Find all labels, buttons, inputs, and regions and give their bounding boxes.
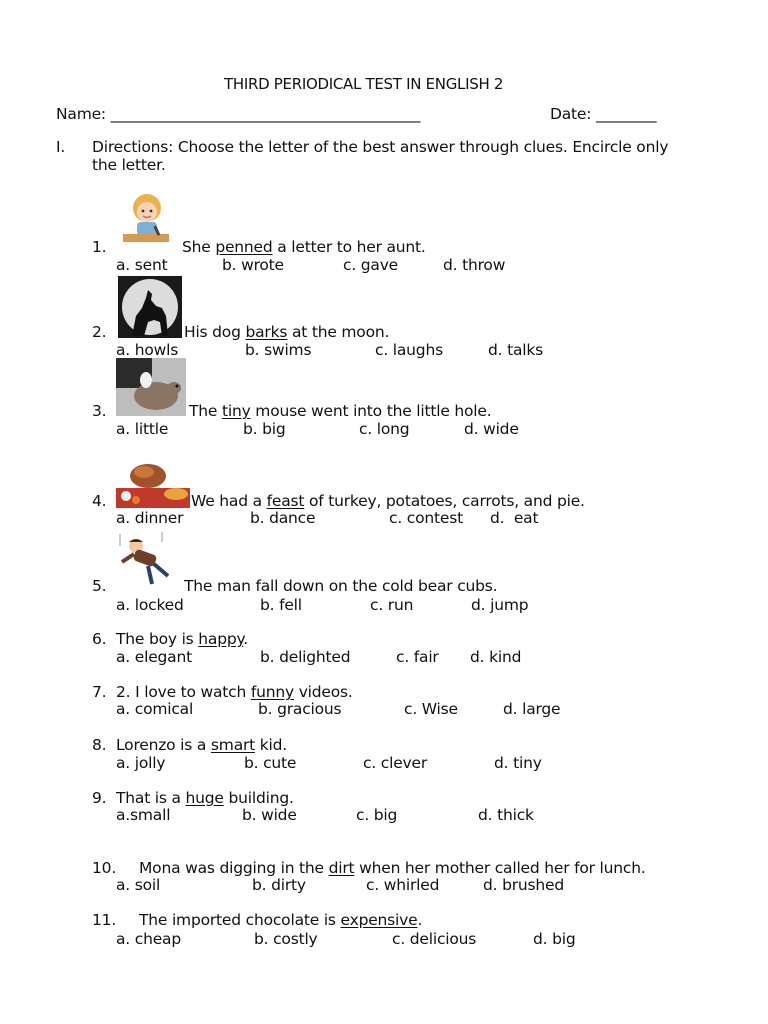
- answer-choice-d[interactable]: d. talks: [488, 341, 544, 359]
- question-text: [191, 492, 585, 510]
- answer-choice-d[interactable]: d. jump: [471, 596, 529, 614]
- underlined-word: barks: [245, 323, 288, 341]
- answer-choice-c[interactable]: c. whirled: [366, 876, 440, 894]
- question-number: 7.: [92, 683, 107, 701]
- answer-choice-a[interactable]: a. elegant: [116, 648, 192, 666]
- question-number: 4.: [92, 492, 107, 510]
- question-text-post: .: [243, 630, 248, 648]
- question-text: [116, 789, 294, 807]
- mouse-picture: [116, 358, 186, 416]
- answer-choice-b[interactable]: b. cute: [244, 754, 297, 772]
- answer-choice-a[interactable]: a.small: [116, 806, 171, 824]
- answer-choice-a[interactable]: a. locked: [116, 596, 184, 614]
- question-number: 1.: [92, 238, 107, 256]
- question-text: [116, 683, 353, 701]
- answer-choice-d[interactable]: d. wide: [464, 420, 519, 438]
- question-number: 8.: [92, 736, 107, 754]
- turkey-feast-picture: [116, 456, 190, 508]
- answer-choice-a[interactable]: a. dinner: [116, 509, 184, 527]
- answer-choice-a[interactable]: a. jolly: [116, 754, 166, 772]
- answer-choice-c[interactable]: c. gave: [343, 256, 399, 274]
- question-text: [139, 911, 422, 929]
- directions-line-2: the letter.: [92, 156, 166, 174]
- answer-choice-a[interactable]: a. sent: [116, 256, 168, 274]
- name-field: Name: _________________________________________: [56, 105, 421, 123]
- answer-choice-b[interactable]: b. delighted: [260, 648, 351, 666]
- underlined-word: tiny: [221, 402, 251, 420]
- question-text: [116, 736, 287, 754]
- answer-choice-c[interactable]: c. fair: [396, 648, 439, 666]
- date-field: Date: ________: [550, 105, 657, 123]
- answer-choice-c[interactable]: c. laughs: [375, 341, 443, 359]
- underlined-word: expensive: [340, 911, 418, 929]
- answer-choice-c[interactable]: c. contest: [389, 509, 463, 527]
- man-falling-picture: [114, 532, 180, 588]
- underlined-word: happy: [198, 630, 244, 648]
- question-text-post: .: [417, 911, 423, 929]
- answer-choice-d[interactable]: d. thick: [478, 806, 534, 824]
- question-number: 10.: [92, 859, 117, 877]
- answer-choice-c[interactable]: c. long: [359, 420, 410, 438]
- question-number: 2.: [92, 323, 107, 341]
- question-text-pre: His dog: [184, 323, 246, 341]
- answer-choice-b[interactable]: b. gracious: [258, 700, 342, 718]
- question-text: [116, 630, 248, 648]
- underlined-word: funny: [250, 683, 294, 701]
- wolf-howling-moon-picture: [118, 276, 182, 338]
- answer-choice-b[interactable]: b. wrote: [222, 256, 284, 274]
- answer-choice-b[interactable]: b. costly: [254, 930, 318, 948]
- question-number: 5.: [92, 577, 107, 595]
- question-text-pre: The boy is: [116, 630, 199, 648]
- directions-line-1: Directions: Choose the letter of the best answer through clues. Encircle only: [92, 138, 669, 156]
- answer-choice-a[interactable]: a. howls: [116, 341, 179, 359]
- question-text-post: building.: [223, 789, 294, 807]
- question-text-post: mouse went into the little hole.: [250, 402, 492, 420]
- underlined-word: penned: [215, 238, 273, 256]
- answer-choice-b[interactable]: b. fell: [260, 596, 302, 614]
- answer-choice-c[interactable]: c. clever: [363, 754, 428, 772]
- answer-choice-d[interactable]: d. throw: [443, 256, 506, 274]
- question-text-pre: We had a: [191, 492, 267, 510]
- answer-choice-d[interactable]: d. large: [503, 700, 561, 718]
- question-text-post: kid.: [255, 736, 288, 754]
- question-text-post: a letter to her aunt.: [272, 238, 426, 256]
- question-text-pre: The man fall down on the cold bear cubs.: [184, 577, 498, 595]
- answer-choice-d[interactable]: d. eat: [490, 509, 539, 527]
- underlined-word: huge: [185, 789, 224, 807]
- answer-choice-d[interactable]: d. tiny: [494, 754, 542, 772]
- question-text-post: of turkey, potatoes, carrots, and pie.: [304, 492, 585, 510]
- question-text-post: when her mother called her for lunch.: [354, 859, 646, 877]
- answer-choice-a[interactable]: a. little: [116, 420, 169, 438]
- question-text: [184, 323, 389, 341]
- question-text-post: videos.: [293, 683, 353, 701]
- question-number: 9.: [92, 789, 107, 807]
- underlined-word: dirt: [328, 859, 355, 877]
- girl-writing-picture: [117, 192, 175, 248]
- question-text: [139, 859, 646, 877]
- underlined-word: smart: [210, 736, 256, 754]
- question-text: [182, 238, 426, 256]
- answer-choice-b[interactable]: b. big: [243, 420, 286, 438]
- section-numeral: I.: [56, 138, 66, 156]
- answer-choice-d[interactable]: d. big: [533, 930, 576, 948]
- answer-choice-c[interactable]: c. delicious: [392, 930, 477, 948]
- underlined-word: feast: [266, 492, 305, 510]
- question-text-pre: The: [189, 402, 222, 420]
- answer-choice-b[interactable]: b. wide: [242, 806, 297, 824]
- question-number: 11.: [92, 911, 117, 929]
- question-text-pre: The imported chocolate is: [139, 911, 341, 929]
- answer-choice-a[interactable]: a. cheap: [116, 930, 181, 948]
- question-text-post: at the moon.: [287, 323, 390, 341]
- answer-choice-c[interactable]: c. run: [370, 596, 414, 614]
- answer-choice-d[interactable]: d. kind: [470, 648, 522, 666]
- answer-choice-c[interactable]: c. Wise: [404, 700, 458, 718]
- answer-choice-c[interactable]: c. big: [356, 806, 398, 824]
- question-text: [189, 402, 491, 420]
- question-text-pre: Mona was digging in the: [139, 859, 329, 877]
- question-text-pre: That is a: [116, 789, 186, 807]
- answer-choice-b[interactable]: b. dirty: [252, 876, 306, 894]
- answer-choice-a[interactable]: a. comical: [116, 700, 194, 718]
- answer-choice-b[interactable]: b. swims: [245, 341, 312, 359]
- answer-choice-d[interactable]: d. brushed: [483, 876, 565, 894]
- answer-choice-a[interactable]: a. soil: [116, 876, 161, 894]
- page-title: THIRD PERIODICAL TEST IN ENGLISH 2: [224, 75, 504, 93]
- answer-choice-b[interactable]: b. dance: [250, 509, 316, 527]
- question-text-pre: Lorenzo is a: [116, 736, 211, 754]
- question-text-pre: 2. I love to watch: [116, 683, 251, 701]
- question-number: 6.: [92, 630, 107, 648]
- question-text-pre: She: [182, 238, 216, 256]
- question-text: [184, 577, 497, 595]
- question-number: 3.: [92, 402, 107, 420]
